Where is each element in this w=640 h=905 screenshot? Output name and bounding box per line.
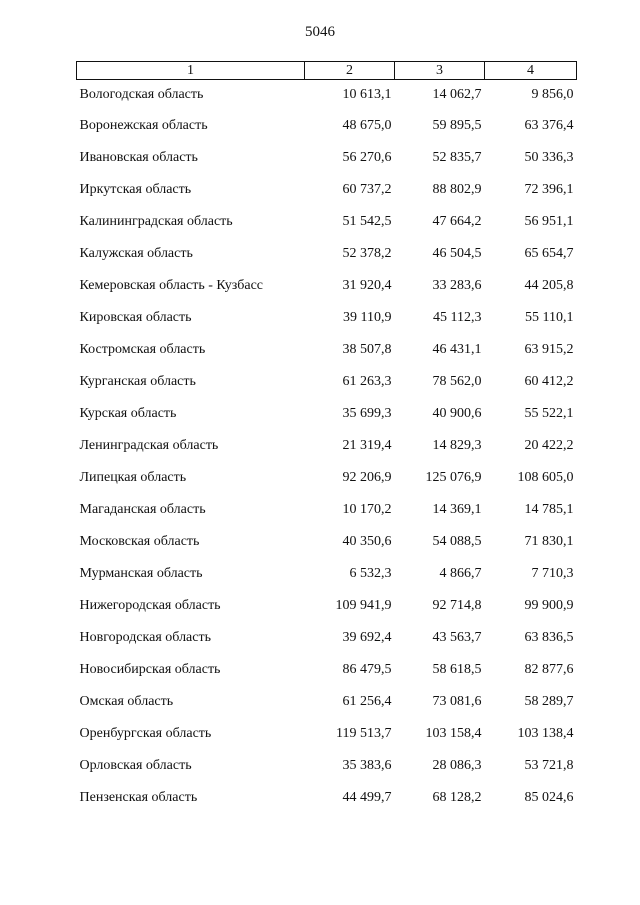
region-name-cell: Новосибирская область bbox=[79, 662, 221, 677]
table-row bbox=[77, 782, 577, 814]
region-name-cell: Кемеровская область - Кузбасс bbox=[79, 278, 264, 293]
region-name-cell: Курганская область bbox=[79, 374, 196, 389]
value-cell-col-4: 71 830,1 bbox=[524, 534, 574, 549]
value-cell-col-3: 68 128,2 bbox=[432, 790, 482, 805]
value-cell-col-2: 31 920,4 bbox=[342, 278, 392, 293]
table-row bbox=[77, 238, 577, 270]
value-cell-col-4: 56 951,1 bbox=[524, 214, 574, 229]
value-cell-col-3: 14 062,7 bbox=[432, 87, 482, 102]
value-cell-col-2: 35 383,6 bbox=[342, 758, 392, 773]
page-number: 5046 bbox=[305, 24, 335, 40]
value-cell-col-4: 85 024,6 bbox=[524, 790, 574, 805]
value-cell-col-3: 40 900,6 bbox=[432, 406, 482, 421]
value-cell-col-4: 58 289,7 bbox=[524, 694, 574, 709]
table-row bbox=[77, 654, 577, 686]
value-cell-col-3: 33 283,6 bbox=[432, 278, 482, 293]
value-cell-col-3: 52 835,7 bbox=[432, 150, 482, 165]
region-name-cell: Нижегородская область bbox=[79, 598, 221, 613]
region-name-cell: Костромская область bbox=[79, 342, 206, 357]
value-cell-col-3: 46 431,1 bbox=[432, 342, 482, 357]
table-row bbox=[77, 558, 577, 590]
value-cell-col-4: 72 396,1 bbox=[524, 182, 574, 197]
table-row bbox=[77, 174, 577, 206]
value-cell-col-4: 20 422,2 bbox=[524, 438, 574, 453]
table-row bbox=[77, 494, 577, 526]
value-cell-col-2: 44 499,7 bbox=[342, 790, 392, 805]
value-cell-col-4: 55 110,1 bbox=[525, 310, 574, 325]
value-cell-col-3: 14 369,1 bbox=[432, 502, 482, 517]
value-cell-col-3: 28 086,3 bbox=[432, 758, 482, 773]
value-cell-col-2: 51 542,5 bbox=[342, 214, 392, 229]
value-cell-col-4: 99 900,9 bbox=[524, 598, 574, 613]
value-cell-col-4: 63 915,2 bbox=[524, 342, 574, 357]
table-row bbox=[77, 462, 577, 494]
table-row bbox=[77, 206, 577, 238]
value-cell-col-2: 39 692,4 bbox=[342, 630, 392, 645]
value-cell-col-4: 63 836,5 bbox=[524, 630, 574, 645]
region-name-cell: Иркутская область bbox=[79, 182, 192, 197]
table-row bbox=[77, 590, 577, 622]
value-cell-col-3: 54 088,5 bbox=[432, 534, 482, 549]
region-name-cell: Московская область bbox=[79, 534, 200, 549]
value-cell-col-2: 21 319,4 bbox=[342, 438, 392, 453]
value-cell-col-2: 92 206,9 bbox=[342, 470, 392, 485]
value-cell-col-3: 58 618,5 bbox=[432, 662, 482, 677]
value-cell-col-3: 14 829,3 bbox=[432, 438, 482, 453]
table-row bbox=[77, 750, 577, 782]
table-header-row bbox=[77, 62, 577, 80]
region-name-cell: Орловская область bbox=[79, 758, 192, 773]
column-header-1: 1 bbox=[77, 62, 305, 80]
column-header-4: 4 bbox=[485, 62, 577, 80]
value-cell-col-2: 48 675,0 bbox=[342, 118, 392, 133]
region-name-cell: Пензенская область bbox=[79, 790, 198, 805]
value-cell-col-3: 88 802,9 bbox=[432, 182, 482, 197]
value-cell-col-2: 56 270,6 bbox=[342, 150, 392, 165]
value-cell-col-3: 125 076,9 bbox=[425, 470, 482, 485]
value-cell-col-4: 108 605,0 bbox=[517, 470, 574, 485]
region-name-cell: Магаданская область bbox=[79, 502, 206, 517]
value-cell-col-2: 60 737,2 bbox=[342, 182, 392, 197]
value-cell-col-2: 6 532,3 bbox=[349, 566, 392, 581]
region-name-cell: Кировская область bbox=[79, 310, 192, 325]
value-cell-col-4: 7 710,3 bbox=[531, 566, 574, 581]
value-cell-col-3: 59 895,5 bbox=[432, 118, 482, 133]
value-cell-col-4: 63 376,4 bbox=[524, 118, 574, 133]
region-name-cell: Мурманская область bbox=[79, 566, 203, 581]
table-row bbox=[77, 366, 577, 398]
table-row bbox=[77, 270, 577, 302]
value-cell-col-2: 38 507,8 bbox=[342, 342, 392, 357]
region-name-cell: Омская область bbox=[79, 694, 174, 709]
value-cell-col-3: 43 563,7 bbox=[432, 630, 482, 645]
region-name-cell: Липецкая область bbox=[79, 470, 187, 485]
value-cell-col-2: 61 263,3 bbox=[342, 374, 392, 389]
table-row bbox=[77, 142, 577, 174]
region-name-cell: Новгородская область bbox=[79, 630, 211, 645]
region-name-cell: Калининградская область bbox=[79, 214, 233, 229]
value-cell-col-4: 44 205,8 bbox=[524, 278, 574, 293]
table-row bbox=[77, 398, 577, 430]
value-cell-col-4: 82 877,6 bbox=[524, 662, 574, 677]
region-name-cell: Курская область bbox=[79, 406, 177, 421]
value-cell-col-2: 35 699,3 bbox=[342, 406, 392, 421]
table-row bbox=[77, 718, 577, 750]
region-name-cell: Воронежская область bbox=[79, 118, 208, 133]
value-cell-col-2: 10 613,1 bbox=[342, 87, 392, 102]
table-row bbox=[77, 334, 577, 366]
value-cell-col-2: 86 479,5 bbox=[342, 662, 392, 677]
value-cell-col-4: 50 336,3 bbox=[524, 150, 574, 165]
region-name-cell: Вологодская область bbox=[79, 87, 204, 102]
table-row bbox=[77, 302, 577, 334]
table-row bbox=[77, 526, 577, 558]
value-cell-col-4: 103 138,4 bbox=[517, 726, 574, 741]
value-cell-col-4: 55 522,1 bbox=[524, 406, 574, 421]
value-cell-col-2: 61 256,4 bbox=[342, 694, 392, 709]
value-cell-col-4: 14 785,1 bbox=[524, 502, 574, 517]
value-cell-col-3: 78 562,0 bbox=[432, 374, 482, 389]
value-cell-col-3: 45 112,3 bbox=[433, 310, 482, 325]
table-row bbox=[77, 430, 577, 462]
value-cell-col-2: 109 941,9 bbox=[335, 598, 392, 613]
value-cell-col-3: 46 504,5 bbox=[432, 246, 482, 261]
value-cell-col-3: 4 866,7 bbox=[439, 566, 482, 581]
value-cell-col-4: 60 412,2 bbox=[524, 374, 574, 389]
column-header-2: 2 bbox=[305, 62, 395, 80]
table-row bbox=[77, 110, 577, 142]
value-cell-col-3: 47 664,2 bbox=[432, 214, 482, 229]
region-name-cell: Оренбургская область bbox=[79, 726, 212, 741]
value-cell-col-2: 119 513,7 bbox=[336, 726, 392, 741]
value-cell-col-4: 65 654,7 bbox=[524, 246, 574, 261]
value-cell-col-3: 73 081,6 bbox=[432, 694, 482, 709]
column-header-3: 3 bbox=[395, 62, 485, 80]
value-cell-col-3: 103 158,4 bbox=[425, 726, 482, 741]
value-cell-col-2: 10 170,2 bbox=[342, 502, 392, 517]
table-row bbox=[77, 622, 577, 654]
table-body bbox=[77, 80, 577, 815]
region-name-cell: Калужская область bbox=[79, 246, 193, 261]
table-row bbox=[77, 80, 577, 111]
value-cell-col-2: 40 350,6 bbox=[342, 534, 392, 549]
value-cell-col-2: 52 378,2 bbox=[342, 246, 392, 261]
value-cell-col-3: 92 714,8 bbox=[432, 598, 482, 613]
region-name-cell: Ленинградская область bbox=[79, 438, 219, 453]
table-row bbox=[77, 686, 577, 718]
regional-data-table bbox=[76, 61, 577, 814]
value-cell-col-2: 39 110,9 bbox=[343, 310, 392, 325]
value-cell-col-4: 9 856,0 bbox=[531, 87, 574, 102]
value-cell-col-4: 53 721,8 bbox=[524, 758, 574, 773]
region-name-cell: Ивановская область bbox=[79, 150, 198, 165]
